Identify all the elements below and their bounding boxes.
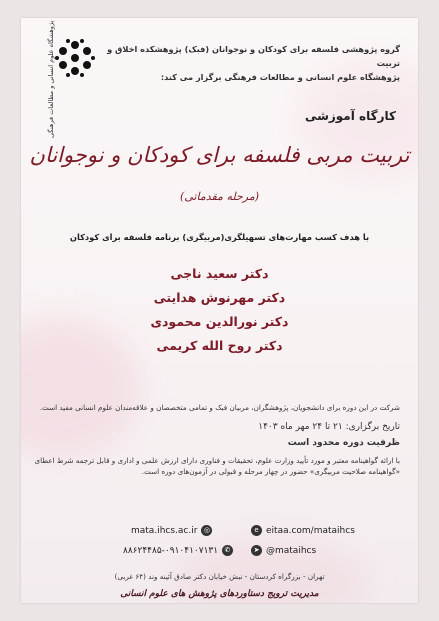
instructor-name: دکتر نورالدین محمودی bbox=[150, 314, 289, 329]
instructor-list bbox=[21, 262, 418, 358]
telegram-contact[interactable] bbox=[251, 545, 316, 556]
website-contact[interactable] bbox=[131, 525, 212, 536]
eitaa-contact[interactable] bbox=[251, 525, 355, 536]
capacity-note: ظرفیت دوره محدود است bbox=[287, 438, 400, 448]
globe-icon: ◎ bbox=[201, 525, 212, 536]
logo-caption: پژوهشگاه علوم انسانی و مطالعات فرهنگی bbox=[47, 20, 55, 138]
telegram-handle[interactable]: @mataihcs bbox=[266, 545, 317, 556]
phone-icon: ✆ bbox=[222, 545, 233, 556]
page-title: تربیت مربی فلسفه برای کودکان و نوجوانان bbox=[29, 143, 410, 167]
phone-contact[interactable] bbox=[123, 545, 233, 556]
organizer-line-1: گروه پژوهشی فلسفه برای کودکان و نوجوانان (فبک) پژوهشکده اخلاق و تربیت bbox=[107, 44, 400, 68]
event-date: تاریخ برگزاری: ۲۱ تا ۲۴ مهر ماه ۱۴۰۳ bbox=[258, 422, 400, 432]
eitaa-icon: e bbox=[251, 525, 262, 536]
phone-numbers[interactable]: ۸۸۶۲۴۴۸۵-۰۹۱۰۴۱۰۷۱۳۱ bbox=[123, 545, 219, 556]
eitaa-link[interactable]: eitaa.com/mataihcs bbox=[266, 525, 355, 536]
goal-text: با هدف کسب مهارت‌های تسهیلگری(مربیگری) برنامه فلسفه برای کودکان bbox=[69, 232, 370, 242]
workshop-label: کارگاه آموزشی bbox=[304, 109, 396, 123]
instructor-name: دکتر سعید ناجی bbox=[170, 266, 269, 281]
telegram-icon: ➤ bbox=[251, 545, 262, 556]
subtitle: (مرحله مقدماتی) bbox=[179, 190, 260, 203]
poster-card bbox=[21, 18, 418, 603]
organizer-line-2: پژوهشگاه علوم انسانی و مطالعات فرهنگی برگزار می کند: bbox=[160, 72, 400, 82]
organizer-text bbox=[100, 42, 400, 84]
participation-text: شرکت در این دوره برای دانشجویان، پژوهشگران، مربیان فبک و تمامی متخصصان و علاقه‌مندان علوم انسانی مفید است. bbox=[39, 403, 400, 412]
certificate-text: با ارائه گواهینامه معتبر و مورد تأیید وزارت علوم، تحقیقات و فناوری دارای ارزش علمی و اداری و قابل ترجمه شرط اعطای «گواهینامه صلاحیت مربیگری» حضور در چهار مرحله و قبولی در آزمون‌های دوره است. bbox=[34, 456, 400, 476]
address-text: تهران - بزرگراه کردستان - نبش خیابان دکتر صادق آئینه وند (۶۴ غربی) bbox=[114, 572, 325, 581]
instructor-name: دکتر روح الله کریمی bbox=[156, 338, 283, 353]
footer-text: مدیریت ترویج دستاوردهای پژوهش های علوم انسانی bbox=[120, 589, 319, 599]
contact-block bbox=[123, 525, 361, 559]
instructor-name: دکتر مهرنوش هدایتی bbox=[153, 290, 286, 305]
website-link[interactable]: mata.ihcs.ac.ir bbox=[131, 525, 198, 536]
